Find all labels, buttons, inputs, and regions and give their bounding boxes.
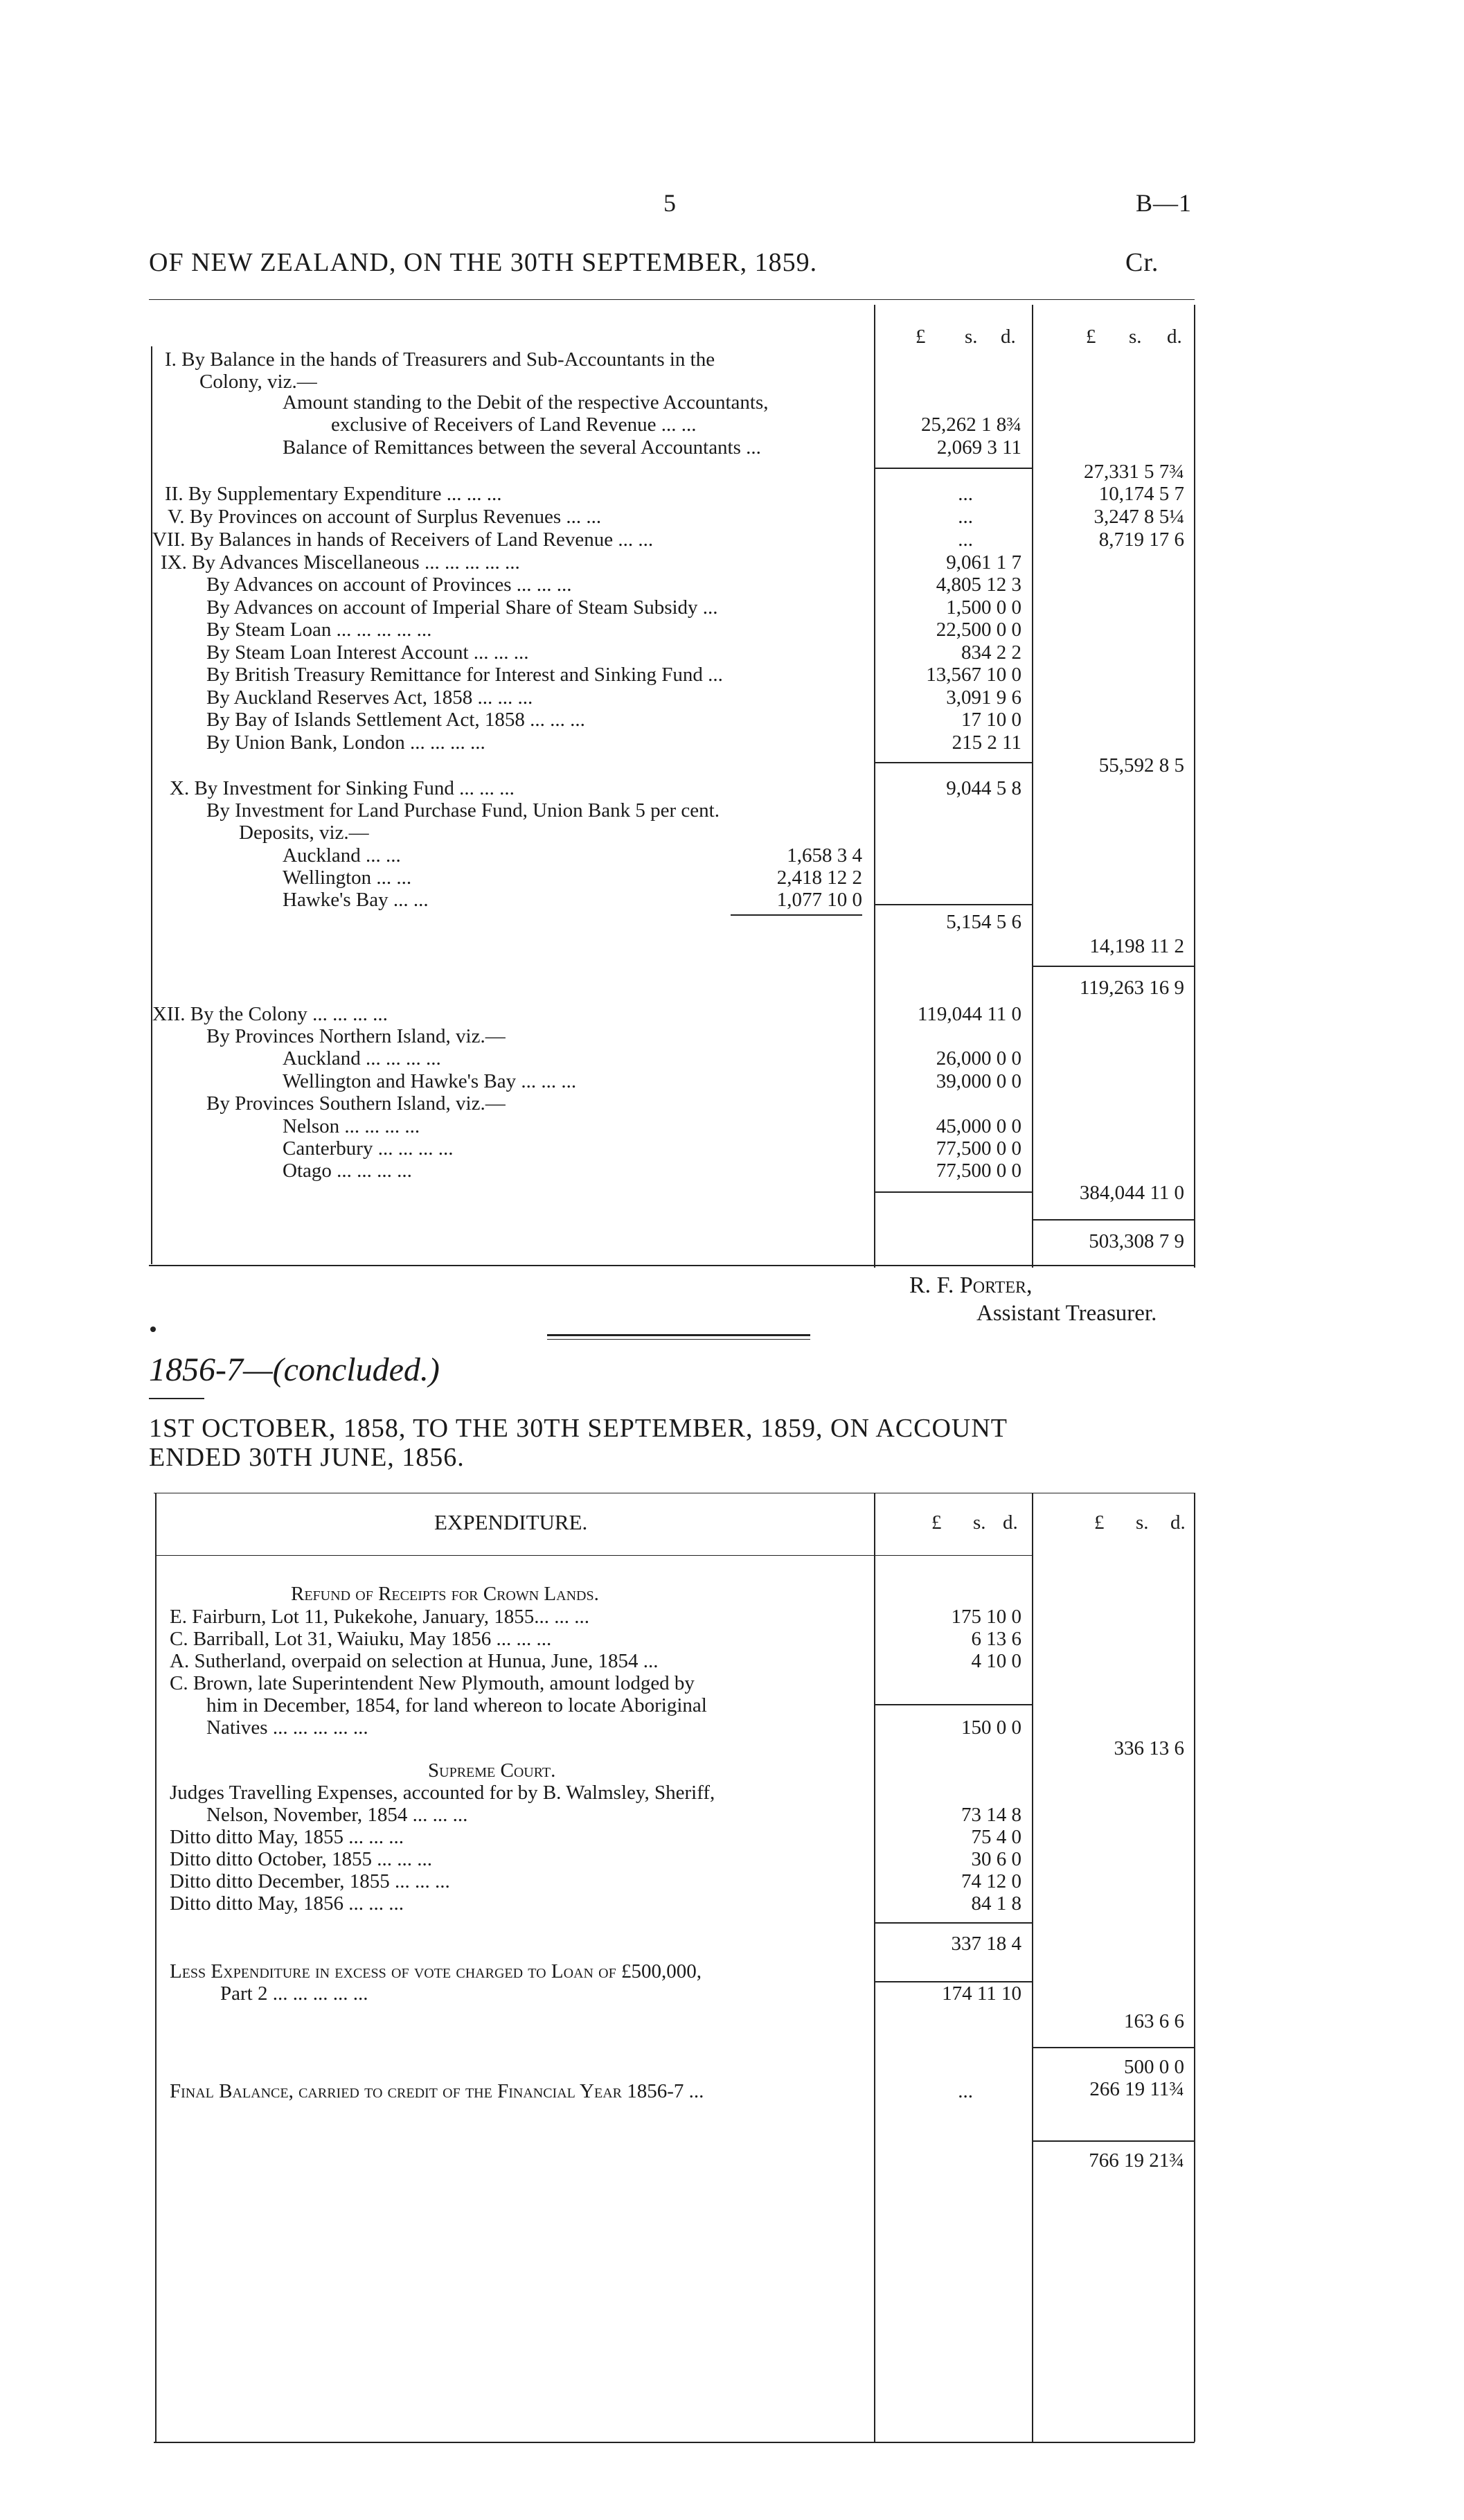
top-col2-value: 27,331 5 7¾ bbox=[1084, 461, 1184, 483]
series-code: B—1 bbox=[1136, 189, 1193, 217]
bottom-col1-rule bbox=[874, 1922, 1033, 1924]
top-line: By Auckland Reserves Act, 1858 ... ... ... bbox=[206, 686, 533, 709]
top-col1-value: 22,500 0 0 bbox=[936, 619, 1021, 641]
heading-rule bbox=[149, 1398, 204, 1399]
top-col1-value: ... bbox=[958, 506, 973, 528]
top-line: XII. By the Colony ... ... ... ... bbox=[152, 1003, 388, 1025]
top-col1-subtotal-rule bbox=[874, 904, 1033, 905]
section-title-line1: 1ST OCTOBER, 1858, TO THE 30TH SEPTEMBER, 1859, ON ACCOUNT bbox=[149, 1414, 1008, 1443]
top-col1-subtotal-rule bbox=[874, 468, 1033, 469]
bottom-col1-value: 73 14 8 bbox=[961, 1804, 1021, 1826]
bottom-col1-shilling-header: s. bbox=[973, 1511, 986, 1534]
top-col1-value: ... bbox=[958, 483, 973, 505]
top-line: VII. By Balances in hands of Receivers of Land Revenue ... ... bbox=[152, 529, 654, 551]
deposit-value: 1,658 3 4 bbox=[787, 844, 862, 867]
top-table-left-border bbox=[151, 346, 152, 1264]
bottom-line: Ditto ditto May, 1855 ... ... ... bbox=[170, 1826, 404, 1848]
cr-label: Cr. bbox=[1125, 248, 1159, 277]
top-line: X. By Investment for Sinking Fund ... ... ... bbox=[170, 777, 515, 799]
top-line: By Investment for Land Purchase Fund, Union Bank 5 per cent. bbox=[206, 799, 720, 822]
top-col1-value: 3,091 9 6 bbox=[946, 686, 1021, 709]
top-table-col1-divider bbox=[874, 305, 875, 1268]
bottom-table-col2-divider bbox=[1032, 1493, 1033, 2442]
top-col1-value: 13,567 10 0 bbox=[926, 664, 1021, 686]
bottom-col1-value: 84 1 8 bbox=[971, 1892, 1021, 1915]
bottom-col2-value: 336 13 6 bbox=[1114, 1737, 1184, 1759]
bottom-col2-value: 266 19 11¾ bbox=[1089, 2078, 1184, 2100]
top-line: Hawke's Bay ... ... bbox=[283, 889, 429, 911]
top-table-right-border bbox=[1194, 305, 1195, 1268]
top-line: Nelson ... ... ... ... bbox=[283, 1115, 420, 1137]
top-col1-subtotal-rule bbox=[874, 1191, 1033, 1193]
top-col1-value: 119,044 11 0 bbox=[917, 1003, 1021, 1025]
top-line: Auckland ... ... ... ... bbox=[283, 1047, 441, 1070]
bottom-line: Ditto ditto October, 1855 ... ... ... bbox=[170, 1848, 433, 1870]
bottom-col1-value: 74 12 0 bbox=[961, 1870, 1021, 1892]
top-line: By Bay of Islands Settlement Act, 1858 ... ... ... bbox=[206, 709, 585, 731]
bottom-col2-pound-header: £ bbox=[1094, 1511, 1105, 1534]
bottom-line: Ditto ditto May, 1856 ... ... ... bbox=[170, 1892, 404, 1915]
deposit-value: 2,418 12 2 bbox=[776, 867, 862, 889]
bottom-col2-total: 766 19 21¾ bbox=[1089, 2149, 1184, 2172]
top-line: By British Treasury Remittance for Interest and Sinking Fund ... bbox=[206, 664, 723, 686]
bottom-line: A. Sutherland, overpaid on selection at Hunua, June, 1854 ... bbox=[170, 1650, 659, 1672]
expenditure-header: EXPENDITURE. bbox=[434, 1510, 588, 1534]
bottom-line: C. Brown, late Superintendent New Plymouth, amount lodged by bbox=[170, 1672, 695, 1694]
top-col1-value: 5,154 5 6 bbox=[946, 911, 1021, 933]
top-col1-value: 77,500 0 0 bbox=[936, 1160, 1021, 1182]
top-col1-subtotal-rule bbox=[874, 762, 1033, 763]
deposit-total-rule bbox=[731, 914, 862, 916]
top-line: Balance of Remittances between the several Accountants ... bbox=[283, 436, 761, 459]
top-col1-pence-header: d. bbox=[1001, 326, 1016, 348]
bottom-col1-value: 174 11 10 bbox=[942, 1982, 1021, 2005]
top-line: II. By Supplementary Expenditure ... ... ... bbox=[165, 483, 502, 505]
page-title: OF NEW ZEALAND, ON THE 30TH SEPTEMBER, 1859. bbox=[149, 248, 818, 277]
bottom-col1-value: 337 18 4 bbox=[951, 1933, 1021, 1955]
top-col1-pound-header: £ bbox=[916, 326, 926, 348]
top-line: Otago ... ... ... ... bbox=[283, 1160, 412, 1182]
bottom-col2-rule bbox=[1032, 2140, 1195, 2142]
top-col2-total: 503,308 7 9 bbox=[1089, 1230, 1184, 1252]
signature-name: R. F. Porter, bbox=[909, 1272, 1033, 1298]
top-col1-value: 25,262 1 8¾ bbox=[921, 414, 1021, 436]
bottom-col2-shilling-header: s. bbox=[1136, 1511, 1149, 1534]
top-col2-pence-header: d. bbox=[1167, 326, 1182, 348]
bottom-line: Natives ... ... ... ... ... bbox=[206, 1716, 368, 1739]
top-line: By Advances on account of Imperial Share of Steam Subsidy ... bbox=[206, 596, 718, 619]
top-line: Wellington ... ... bbox=[283, 867, 412, 889]
top-line: Canterbury ... ... ... ... bbox=[283, 1137, 454, 1160]
top-col1-value: ... bbox=[958, 529, 973, 551]
bottom-line: C. Barriball, Lot 31, Waiuku, May 1856 ... ... ... bbox=[170, 1628, 552, 1650]
top-line: By Steam Loan Interest Account ... ... ... bbox=[206, 641, 529, 664]
top-table-bottom-border bbox=[149, 1265, 1195, 1266]
refund-subheading: Refund of Receipts for Crown Lands. bbox=[291, 1583, 599, 1605]
bottom-table-right-border bbox=[1194, 1493, 1195, 2442]
bottom-line: E. Fairburn, Lot 11, Pukekohe, January, 1855... ... ... bbox=[170, 1606, 589, 1628]
bottom-col1-pound-header: £ bbox=[931, 1511, 942, 1534]
top-line: By Advances on account of Provinces ... ... ... bbox=[206, 574, 572, 596]
section-title-line2: ENDED 30TH JUNE, 1856. bbox=[149, 1443, 465, 1472]
top-col1-value: 17 10 0 bbox=[961, 709, 1021, 731]
section-heading: 1856-7—(concluded.) bbox=[149, 1351, 440, 1388]
top-line: Auckland ... ... bbox=[283, 844, 401, 867]
bottom-header-rule bbox=[155, 1555, 1033, 1556]
top-col2-value: 119,263 16 9 bbox=[1079, 977, 1184, 999]
top-col2-shilling-header: s. bbox=[1129, 326, 1142, 348]
bottom-col1-pence-header: d. bbox=[1003, 1511, 1018, 1534]
top-line: I. By Balance in the hands of Treasurers and Sub-Accountants in the bbox=[165, 348, 715, 371]
bottom-col1-value: 6 13 6 bbox=[971, 1628, 1021, 1650]
bottom-line: Judges Travelling Expenses, accounted for by B. Walmsley, Sheriff, bbox=[170, 1782, 715, 1804]
top-line: By Provinces Northern Island, viz.— bbox=[206, 1025, 506, 1047]
signature-role: Assistant Treasurer. bbox=[976, 1301, 1157, 1326]
bottom-col2-value: 500 0 0 bbox=[1124, 2056, 1184, 2078]
top-col1-value: 834 2 2 bbox=[961, 641, 1021, 664]
bottom-table-col1-divider bbox=[874, 1493, 875, 2442]
top-line: Colony, viz.— bbox=[199, 371, 317, 393]
bottom-col2-rule bbox=[1032, 2047, 1195, 2048]
top-col1-shilling-header: s. bbox=[965, 326, 978, 348]
top-col1-value: 2,069 3 11 bbox=[936, 436, 1021, 459]
top-line: IX. By Advances Miscellaneous ... ... ... ... ... bbox=[161, 551, 520, 574]
bottom-col2-value: 163 6 6 bbox=[1124, 2010, 1184, 2032]
bottom-line: Less Expenditure in excess of vote charged to Loan of £500,000, bbox=[170, 1960, 702, 1982]
bottom-col1-value: 30 6 0 bbox=[971, 1848, 1021, 1870]
top-col2-value: 55,592 8 5 bbox=[1098, 754, 1184, 777]
bullet-mark bbox=[150, 1326, 156, 1332]
top-line: Amount standing to the Debit of the respective Accountants, bbox=[283, 391, 769, 414]
bottom-table-bottom-border bbox=[154, 2442, 1195, 2443]
section-separator bbox=[547, 1339, 810, 1340]
bottom-line: him in December, 1854, for land whereon to locate Aboriginal bbox=[206, 1694, 707, 1716]
top-col2-value: 384,044 11 0 bbox=[1079, 1182, 1184, 1204]
bottom-line: Part 2 ... ... ... ... ... bbox=[220, 1982, 368, 2005]
top-line: By Union Bank, London ... ... ... ... bbox=[206, 731, 485, 754]
top-col1-value: 9,044 5 8 bbox=[946, 777, 1021, 799]
court-subheading: Supreme Court. bbox=[428, 1759, 556, 1782]
top-table-col2-divider bbox=[1032, 305, 1033, 1268]
top-col1-value: 9,061 1 7 bbox=[946, 551, 1021, 574]
top-line: Deposits, viz.— bbox=[239, 822, 369, 844]
top-col1-value: 4,805 12 3 bbox=[936, 574, 1021, 596]
top-line: exclusive of Receivers of Land Revenue ... ... bbox=[331, 414, 697, 436]
bottom-col1-value: 75 4 0 bbox=[971, 1826, 1021, 1848]
top-col2-rule bbox=[1032, 966, 1195, 967]
top-col2-value: 10,174 5 7 bbox=[1098, 483, 1184, 505]
top-col1-value: 215 2 11 bbox=[952, 731, 1021, 754]
top-line: Wellington and Hawke's Bay ... ... ... bbox=[283, 1070, 577, 1092]
page-number: 5 bbox=[663, 189, 677, 217]
top-col2-pound-header: £ bbox=[1086, 326, 1096, 348]
bottom-col1-value: 175 10 0 bbox=[951, 1606, 1021, 1628]
top-line: By Provinces Southern Island, viz.— bbox=[206, 1092, 506, 1115]
top-col2-value: 8,719 17 6 bbox=[1098, 529, 1184, 551]
bottom-col1-value: 150 0 0 bbox=[961, 1716, 1021, 1739]
final-balance-line: Final Balance, carried to credit of the Financial Year 1856-7 ... bbox=[170, 2080, 704, 2102]
top-col1-value: 1,500 0 0 bbox=[946, 596, 1021, 619]
bottom-col2-pence-header: d. bbox=[1170, 1511, 1186, 1534]
top-table-top-border bbox=[149, 299, 1195, 300]
top-col1-value: 39,000 0 0 bbox=[936, 1070, 1021, 1092]
bottom-line: Nelson, November, 1854 ... ... ... bbox=[206, 1804, 468, 1826]
deposit-value: 1,077 10 0 bbox=[776, 889, 862, 911]
top-col2-value: 14,198 11 2 bbox=[1089, 935, 1184, 957]
bottom-table-left-border bbox=[155, 1493, 157, 2442]
bottom-col1-value: ... bbox=[958, 2080, 973, 2102]
section-separator bbox=[547, 1334, 810, 1336]
top-col2-rule bbox=[1032, 1219, 1195, 1221]
top-col1-value: 45,000 0 0 bbox=[936, 1115, 1021, 1137]
bottom-col1-value: 4 10 0 bbox=[971, 1650, 1021, 1672]
top-line: V. By Provinces on account of Surplus Revenues ... ... bbox=[168, 506, 602, 528]
top-col2-value: 3,247 8 5¼ bbox=[1093, 506, 1184, 528]
top-line: By Steam Loan ... ... ... ... ... bbox=[206, 619, 432, 641]
bottom-line: Ditto ditto December, 1855 ... ... ... bbox=[170, 1870, 450, 1892]
top-col1-value: 26,000 0 0 bbox=[936, 1047, 1021, 1070]
bottom-col1-rule bbox=[874, 1704, 1033, 1705]
top-col1-value: 77,500 0 0 bbox=[936, 1137, 1021, 1160]
